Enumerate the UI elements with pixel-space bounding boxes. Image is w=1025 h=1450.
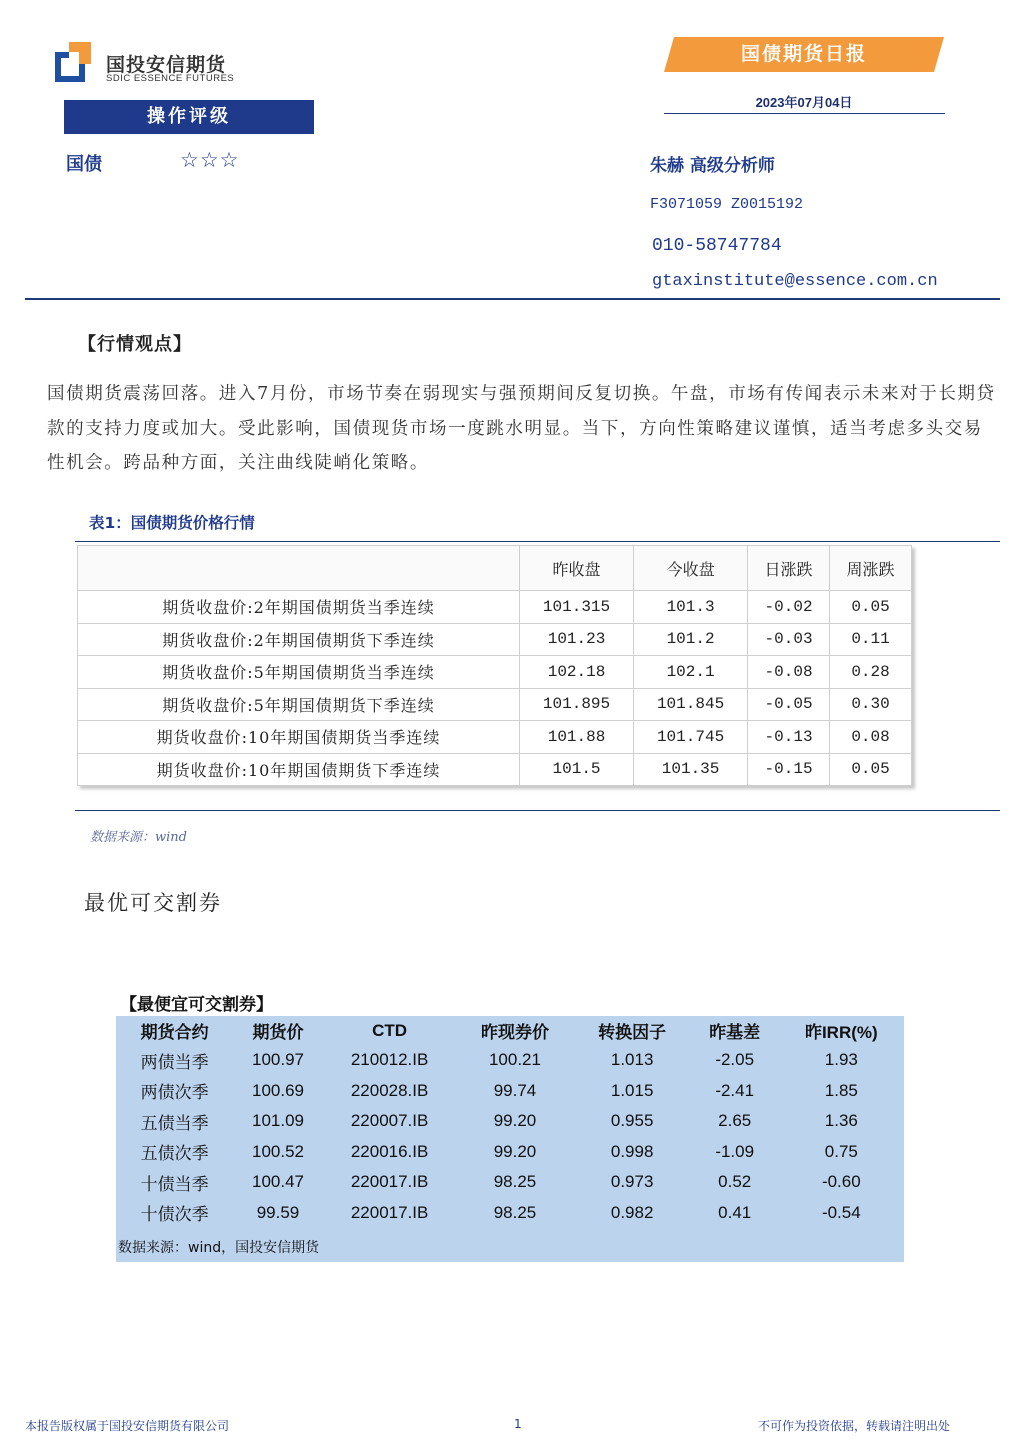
header-cell: 周涨跌 [830, 546, 912, 591]
prev-close-cell: 101.315 [520, 591, 634, 624]
ctd-table-label: 【最便宜可交割券】 [120, 995, 273, 1015]
header-cell: 期货合约 [140, 1023, 209, 1042]
page-number: 1 [514, 1417, 522, 1431]
prev-close-cell: 102.18 [520, 656, 634, 689]
logo-chinese-name: 国投安信期货 [106, 54, 227, 76]
basis-cell: -2.41 [715, 1080, 755, 1100]
irr-cell: 0.75 [824, 1141, 858, 1161]
report-date: 2023年07月04日 [755, 95, 853, 110]
close-cell: 101.2 [634, 623, 748, 656]
report-title: 国债期货日报 [740, 43, 867, 65]
date-divider [664, 113, 945, 114]
futures-price-cell: 100.69 [251, 1080, 304, 1100]
prev-close-cell: 101.23 [520, 623, 634, 656]
analyst-license-ids: F3071059 Z0015192 [650, 196, 804, 213]
bond-price-cell: 99.20 [493, 1111, 537, 1131]
contract-name-cell: 期货收盘价:10年期国债期货下季连续 [78, 753, 520, 786]
footer-disclaimer: 不可作为投资依据，转载请注明出处 [758, 1419, 951, 1433]
conversion-factor-cell: 0.982 [610, 1202, 654, 1222]
ctd-table [116, 1016, 904, 1228]
header-cell: 今收盘 [634, 546, 748, 591]
analyst-name-title: 朱赫 高级分析师 [650, 156, 775, 176]
contract-cell: 两债当季 [140, 1052, 209, 1072]
table-bottom-divider [75, 810, 1000, 811]
header-cell [78, 546, 520, 591]
bond-price-cell: 99.74 [493, 1080, 537, 1100]
ctd-bond-cell: 220007.IB [350, 1111, 429, 1131]
futures-price-cell: 100.47 [251, 1172, 304, 1192]
futures-price-cell: 100.97 [251, 1050, 304, 1070]
ctd-bond-cell: 220017.IB [350, 1202, 429, 1222]
daily-change-cell: -0.15 [748, 753, 830, 786]
close-cell: 102.1 [634, 656, 748, 689]
analyst-email-link[interactable]: gtaxinstitute@essence.com.cn [652, 272, 938, 291]
table-row [78, 721, 912, 754]
contract-name-cell: 期货收盘价:10年期国债期货当季连续 [78, 721, 520, 754]
ctd-bond-cell: 220016.IB [350, 1141, 429, 1161]
table-row [78, 656, 912, 689]
conversion-factor-cell: 1.015 [610, 1080, 654, 1100]
ctd-table-source: 数据来源：wind，国投安信期货 [118, 1240, 320, 1256]
close-cell: 101.3 [634, 591, 748, 624]
contract-name-cell: 期货收盘价:2年期国债期货下季连续 [78, 623, 520, 656]
header-divider [25, 298, 1000, 300]
futures-price-cell: 99.59 [256, 1202, 300, 1222]
table-row [116, 1106, 904, 1137]
irr-cell: 1.36 [824, 1111, 858, 1131]
table-row [78, 623, 912, 656]
prev-close-cell: 101.5 [520, 753, 634, 786]
ctd-bond-cell: 220028.IB [350, 1080, 429, 1100]
bond-price-cell: 98.25 [493, 1202, 537, 1222]
prev-close-cell: 101.895 [520, 688, 634, 721]
header-cell: 昨IRR(%) [804, 1023, 878, 1042]
logo-english-name: SDIC ESSENCE FUTURES [106, 73, 235, 84]
market-view-text: 国债期货震荡回落。进入7月份，市场节奏在弱现实与强预期间反复切换。午盘，市场有传闻表示未来对于长期贷款的支持力度或加大。受此影响，国债现货市场一度跳水明显。当下，方向性策略建议谨慎，适当考虑多头交易性机会。跨品种方面，关注曲线陡峭化策略。 [47, 384, 996, 473]
irr-cell: -0.60 [821, 1172, 861, 1192]
analyst-phone: 010-58747784 [652, 236, 782, 256]
table-row [116, 1137, 904, 1168]
market-view-heading: 【行情观点】 [78, 334, 192, 355]
conversion-factor-cell: 0.955 [610, 1111, 654, 1131]
contract-cell: 五债次季 [140, 1144, 209, 1164]
irr-cell: 1.85 [824, 1080, 858, 1100]
conversion-factor-cell: 1.013 [610, 1050, 654, 1070]
daily-change-cell: -0.13 [748, 721, 830, 754]
basis-cell: 2.65 [718, 1111, 752, 1131]
bond-price-cell: 99.20 [493, 1141, 537, 1161]
ctd-bond-cell: 210012.IB [350, 1050, 429, 1070]
weekly-change-cell: 0.05 [830, 591, 912, 624]
weekly-change-cell: 0.08 [830, 721, 912, 754]
daily-change-cell: -0.02 [748, 591, 830, 624]
bond-price-cell: 100.21 [488, 1050, 541, 1070]
header-cell: 日涨跌 [748, 546, 830, 591]
table-row [78, 688, 912, 721]
futures-price-cell: 101.09 [251, 1111, 304, 1131]
table-row [116, 1167, 904, 1198]
basis-cell: -2.05 [715, 1050, 755, 1070]
bond-price-cell: 98.25 [493, 1172, 537, 1192]
close-cell: 101.35 [634, 753, 748, 786]
conversion-factor-cell: 0.973 [610, 1172, 654, 1192]
basis-cell: -1.09 [715, 1141, 755, 1161]
conversion-factor-cell: 0.998 [610, 1141, 654, 1161]
table-row [116, 1076, 904, 1107]
table-row [116, 1198, 904, 1229]
contract-cell: 十债次季 [140, 1205, 209, 1225]
weekly-change-cell: 0.30 [830, 688, 912, 721]
company-logo-icon [55, 42, 95, 82]
basis-cell: 0.41 [718, 1202, 752, 1222]
weekly-change-cell: 0.05 [830, 753, 912, 786]
contract-cell: 十债当季 [140, 1174, 209, 1194]
daily-change-cell: -0.08 [748, 656, 830, 689]
header-cell: CTD [372, 1020, 408, 1040]
daily-change-cell: -0.05 [748, 688, 830, 721]
weekly-change-cell: 0.11 [830, 623, 912, 656]
prev-close-cell: 101.88 [520, 721, 634, 754]
contract-name-cell: 期货收盘价:2年期国债期货当季连续 [78, 591, 520, 624]
ctd-section-title: 最优可交割券 [84, 891, 222, 915]
price-table [77, 545, 912, 786]
header-cell: 昨现券价 [480, 1023, 549, 1042]
table-row [116, 1045, 904, 1076]
caption-divider [75, 541, 1000, 542]
contract-name-cell: 期货收盘价:5年期国债期货当季连续 [78, 656, 520, 689]
rating-stars-icon: ☆☆☆ [180, 148, 240, 172]
header-cell: 转换因子 [598, 1023, 667, 1042]
header-cell: 期货价 [252, 1023, 304, 1042]
price-table-source: 数据来源：wind [90, 830, 187, 845]
daily-change-cell: -0.03 [748, 623, 830, 656]
basis-cell: 0.52 [718, 1172, 752, 1192]
price-table-header-row [78, 546, 912, 591]
futures-price-cell: 100.52 [251, 1141, 304, 1161]
contract-cell: 五债当季 [140, 1113, 209, 1133]
ctd-bond-cell: 220017.IB [350, 1172, 429, 1192]
rating-product: 国债 [66, 154, 102, 175]
rating-title: 操作评级 [64, 100, 314, 134]
table-row [78, 591, 912, 624]
contract-cell: 两债次季 [140, 1083, 209, 1103]
close-cell: 101.845 [634, 688, 748, 721]
header-cell: 昨基差 [709, 1023, 761, 1042]
close-cell: 101.745 [634, 721, 748, 754]
header-cell: 昨收盘 [520, 546, 634, 591]
weekly-change-cell: 0.28 [830, 656, 912, 689]
irr-cell: 1.93 [824, 1050, 858, 1070]
table-row [78, 753, 912, 786]
contract-name-cell: 期货收盘价:5年期国债期货下季连续 [78, 688, 520, 721]
ctd-header-row [116, 1016, 904, 1045]
price-table-caption: 表1：国债期货价格行情 [89, 514, 255, 532]
footer-copyright: 本报告版权属于国投安信期货有限公司 [25, 1419, 230, 1433]
irr-cell: -0.54 [821, 1202, 861, 1222]
